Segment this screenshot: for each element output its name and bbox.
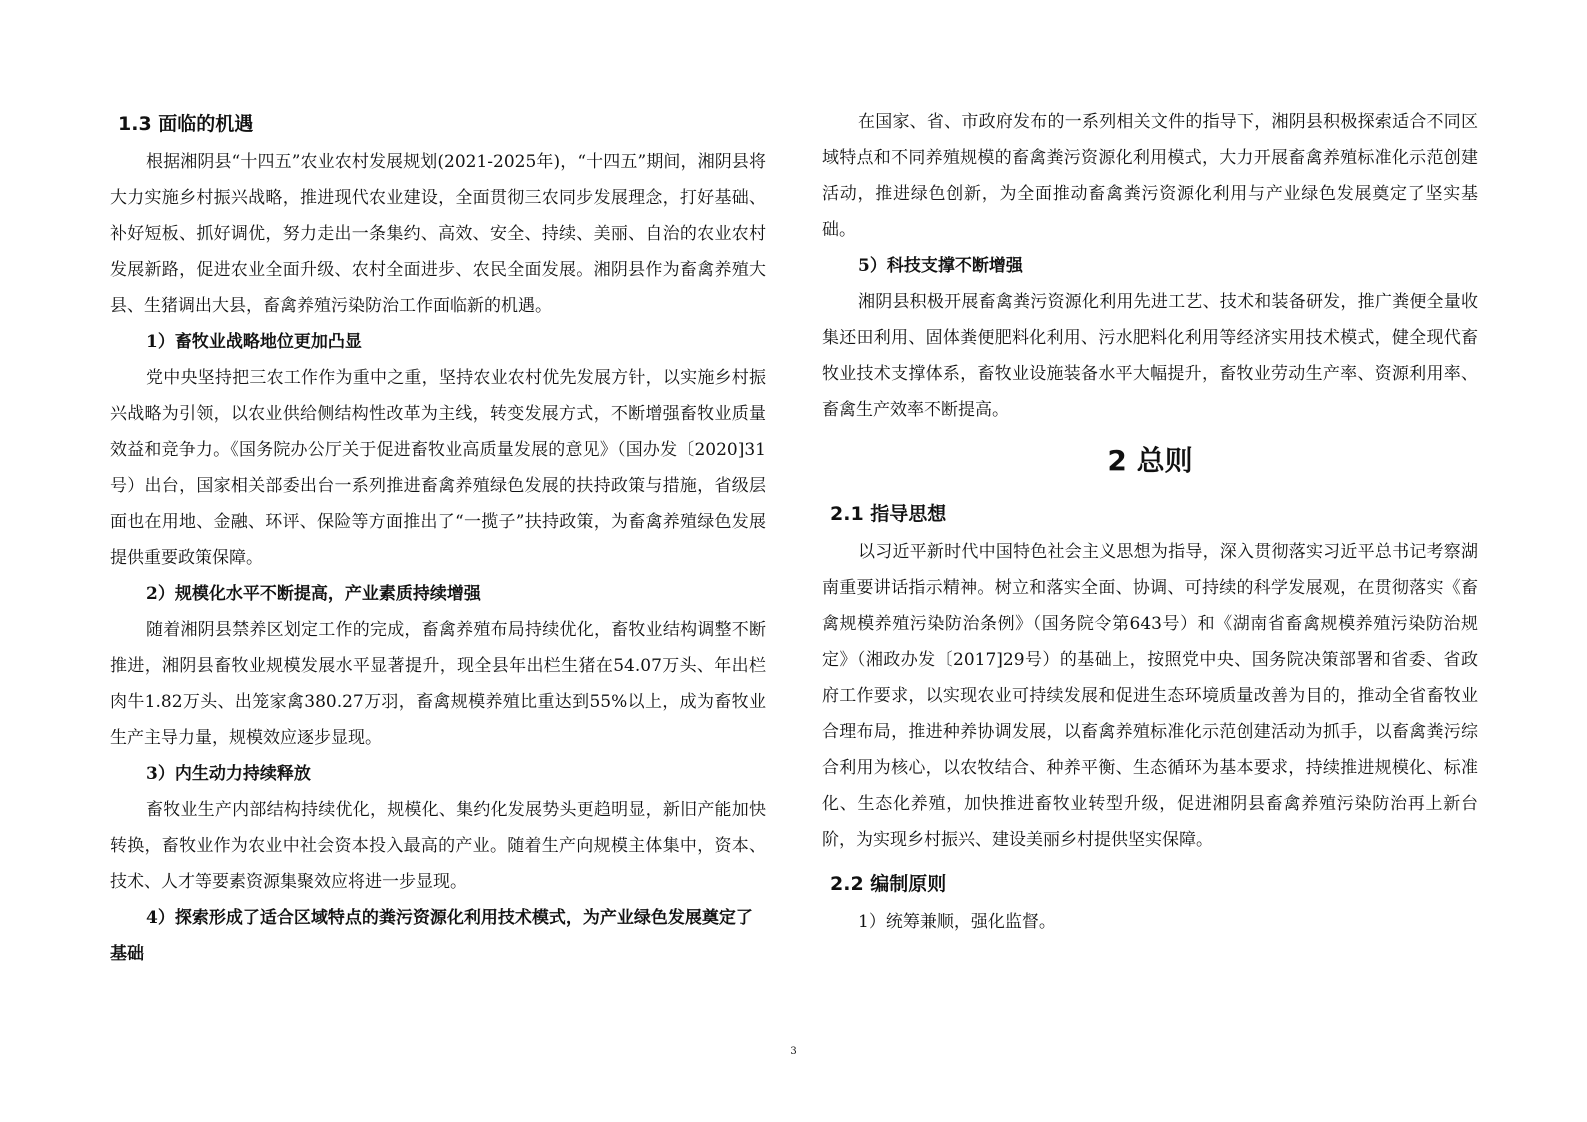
section-heading-2-1: 2.1 指导思想 [830, 503, 947, 525]
subheading-internal-momentum: 3）内生动力持续释放 [146, 764, 311, 784]
paragraph-opportunities-intro: 根据湘阴县“十四五”农业农村发展规划(2021-2025年)，“十四五”期间，湘阴县将大力实施乡村振兴战略，推进现代农业建设，全面贯彻三农同步发展理念，打好基础、补好短板、抓好调优，努力走出一条集约、高效、安全、持续、美丽、自治的农业农村发展新路，促进农业全面升级、农村全面进步、农民全面发展。湘阴县作为畜禽养殖大县、生猪调出大县，畜禽养殖污染防治工作面临新的机遇。 [110, 152, 766, 316]
page-number: 3 [790, 1046, 797, 1057]
paragraph-scale-level: 随着湘阴县禁养区划定工作的完成，畜禽养殖布局持续优化，畜牧业结构调整不断推进，湘阴县畜牧业规模发展水平显著提升，现全县年出栏生猪在54.07万头、年出栏肉牛1.82万头、出笼家禽380.27万羽，畜禽规模养殖比重达到55%以上，成为畜牧业生产主导力量，规模效应逐步显现。 [110, 620, 766, 748]
paragraph-guiding-ideology: 以习近平新时代中国特色社会主义思想为指导，深入贯彻落实习近平总书记考察湖南重要讲话指示精神。树立和落实全面、协调、可持续的科学发展观，在贯彻落实《畜禽规模养殖污染防治条例》（国务院令第643号）和《湖南省畜禽规模养殖污染防治规定》（湘政办发〔2017]29号）的基础上，按照党中央、国务院决策部署和省委、省政府工作要求，以实现农业可持续发展和促进生态环境质量改善为目的，推动全省畜牧业合理布局，推进种养协调发展，以畜禽养殖标准化示范创建活动为抓手，以畜禽粪污综合利用为核心，以农牧结合、种养平衡、生态循环为基本要求，持续推进规模化、标准化、生态化养殖，加快推进畜牧业转型升级，促进湘阴县畜禽养殖污染防治再上新台阶，为实现乡村振兴、建设美丽乡村提供坚实保障。 [822, 542, 1478, 850]
paragraph-technology-model: 在国家、省、市政府发布的一系列相关文件的指导下，湘阴县积极探索适合不同区域特点和不同养殖规模的畜禽粪污资源化利用模式，大力开展畜禽养殖标准化示范创建活动，推进绿色创新，为全面推动畜禽粪污资源化利用与产业绿色发展奠定了坚实基础。 [822, 112, 1478, 240]
subheading-strategic-status: 1）畜牧业战略地位更加凸显 [146, 332, 362, 352]
subheading-tech-support: 5）科技支撑不断增强 [858, 256, 1023, 276]
paragraph-tech-support: 湘阴县积极开展畜禽粪污资源化利用先进工艺、技术和装备研发，推广粪便全量收集还田利用、固体粪便肥料化利用、污水肥料化利用等经济实用技术模式，健全现代畜牧业技术支撑体系，畜牧业设施装备水平大幅提升，畜牧业劳动生产率、资源利用率、畜禽生产效率不断提高。 [822, 292, 1478, 420]
paragraph-principle-1: 1）统筹兼顺，强化监督。 [858, 912, 1056, 932]
subheading-technology-model: 4）探索形成了适合区域特点的粪污资源化利用技术模式，为产业绿色发展奠定了基础 [110, 908, 753, 964]
section-heading-1-3: 1.3 面临的机遇 [118, 113, 254, 135]
paragraph-internal-momentum: 畜牧业生产内部结构持续优化，规模化、集约化发展势头更趋明显，新旧产能加快转换，畜牧业作为农业中社会资本投入最高的产业。随着生产向规模主体集中，资本、技术、人才等要素资源集聚效应将进一步显现。 [110, 800, 766, 892]
paragraph-strategic-status: 党中央坚持把三农工作作为重中之重，坚持农业农村优先发展方针，以实施乡村振兴战略为引领，以农业供给侧结构性改革为主线，转变发展方式，不断增强畜牧业质量效益和竞争力。《国务院办公厅关于促进畜牧业高质量发展的意见》（国办发〔2020]31号）出台，国家相关部委出台一系列推进畜禽养殖绿色发展的扶持政策与措施，省级层面也在用地、金融、环评、保险等方面推出了“一揽子”扶持政策，为畜禽养殖绿色发展提供重要政策保障。 [110, 368, 766, 568]
right-column [822, 104, 1478, 940]
chapter-heading-2: 2 总则 [1107, 444, 1193, 477]
left-column [110, 104, 766, 972]
section-heading-2-2: 2.2 编制原则 [830, 873, 947, 895]
subheading-scale-level: 2）规模化水平不断提高，产业素质持续增强 [146, 584, 481, 604]
